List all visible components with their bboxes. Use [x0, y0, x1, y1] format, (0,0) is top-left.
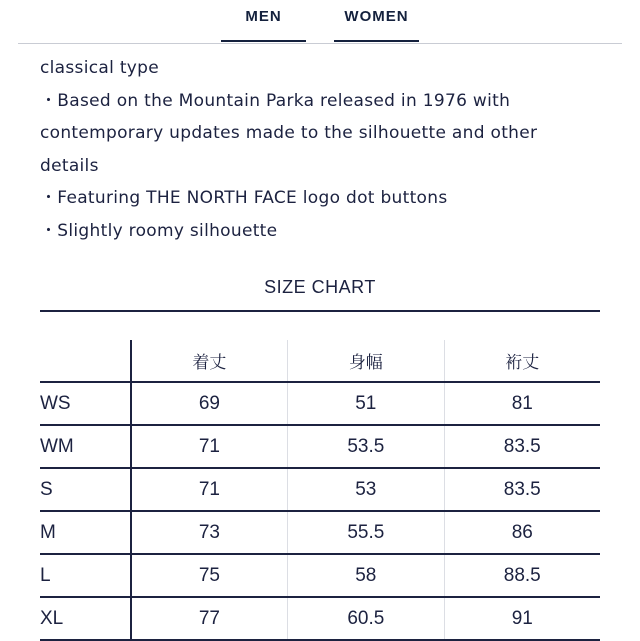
- table-row: [40, 468, 600, 511]
- sleeve-length-value: 86: [444, 511, 600, 554]
- size-label: XL: [40, 597, 131, 640]
- chest-width-value: 55.5: [288, 511, 444, 554]
- tab-women-underline: [334, 40, 419, 42]
- header-sleeve-length: 裄丈: [444, 340, 600, 382]
- length-value: 69: [131, 382, 288, 425]
- description-line: details: [40, 155, 99, 176]
- description-line: ・Slightly roomy silhouette: [40, 220, 278, 241]
- length-value: 71: [131, 468, 288, 511]
- tabs-divider: [18, 43, 622, 44]
- sleeve-length-value: 83.5: [444, 425, 600, 468]
- tab-men[interactable]: [221, 0, 306, 42]
- description-line: ・Based on the Mountain Parka released in 1976 with: [40, 90, 511, 111]
- chest-width-value: 53.5: [288, 425, 444, 468]
- chest-width-value: 53: [288, 468, 444, 511]
- description-line: classical type: [40, 58, 159, 78]
- sleeve-length-value: 81: [444, 382, 600, 425]
- sleeve-length-value: 91: [444, 597, 600, 640]
- header-length: 着丈: [131, 340, 288, 382]
- tab-men-label: MEN: [245, 8, 282, 25]
- size-chart-title: SIZE CHART: [264, 277, 376, 297]
- table-row: [40, 425, 600, 468]
- description-line: contemporary updates made to the silhouette and other: [40, 123, 538, 144]
- table-row: [40, 382, 600, 425]
- table-row: [40, 554, 600, 597]
- length-value: 73: [131, 511, 288, 554]
- size-label: S: [40, 468, 131, 511]
- size-label: M: [40, 511, 131, 554]
- size-label: WS: [40, 382, 131, 425]
- size-label: L: [40, 554, 131, 597]
- length-value: 77: [131, 597, 288, 640]
- length-value: 71: [131, 425, 288, 468]
- tab-men-underline: [221, 40, 306, 42]
- size-label: WM: [40, 425, 131, 468]
- chest-width-value: 58: [288, 554, 444, 597]
- size-chart-table: [40, 340, 600, 641]
- tab-women[interactable]: [334, 0, 419, 42]
- header-chest-width: 身幅: [288, 340, 444, 382]
- sleeve-length-value: 83.5: [444, 468, 600, 511]
- product-description: [40, 52, 620, 248]
- header-corner: [40, 340, 131, 382]
- table-row: [40, 511, 600, 554]
- sleeve-length-value: 88.5: [444, 554, 600, 597]
- description-line: ・Featuring THE NORTH FACE logo dot buttons: [40, 188, 448, 209]
- tab-women-label: WOMEN: [344, 8, 409, 25]
- size-chart-rule: [40, 310, 600, 312]
- gender-tabs: [0, 0, 640, 44]
- length-value: 75: [131, 554, 288, 597]
- chest-width-value: 51: [288, 382, 444, 425]
- table-header-row: [40, 340, 600, 382]
- chest-width-value: 60.5: [288, 597, 444, 640]
- table-row: [40, 597, 600, 640]
